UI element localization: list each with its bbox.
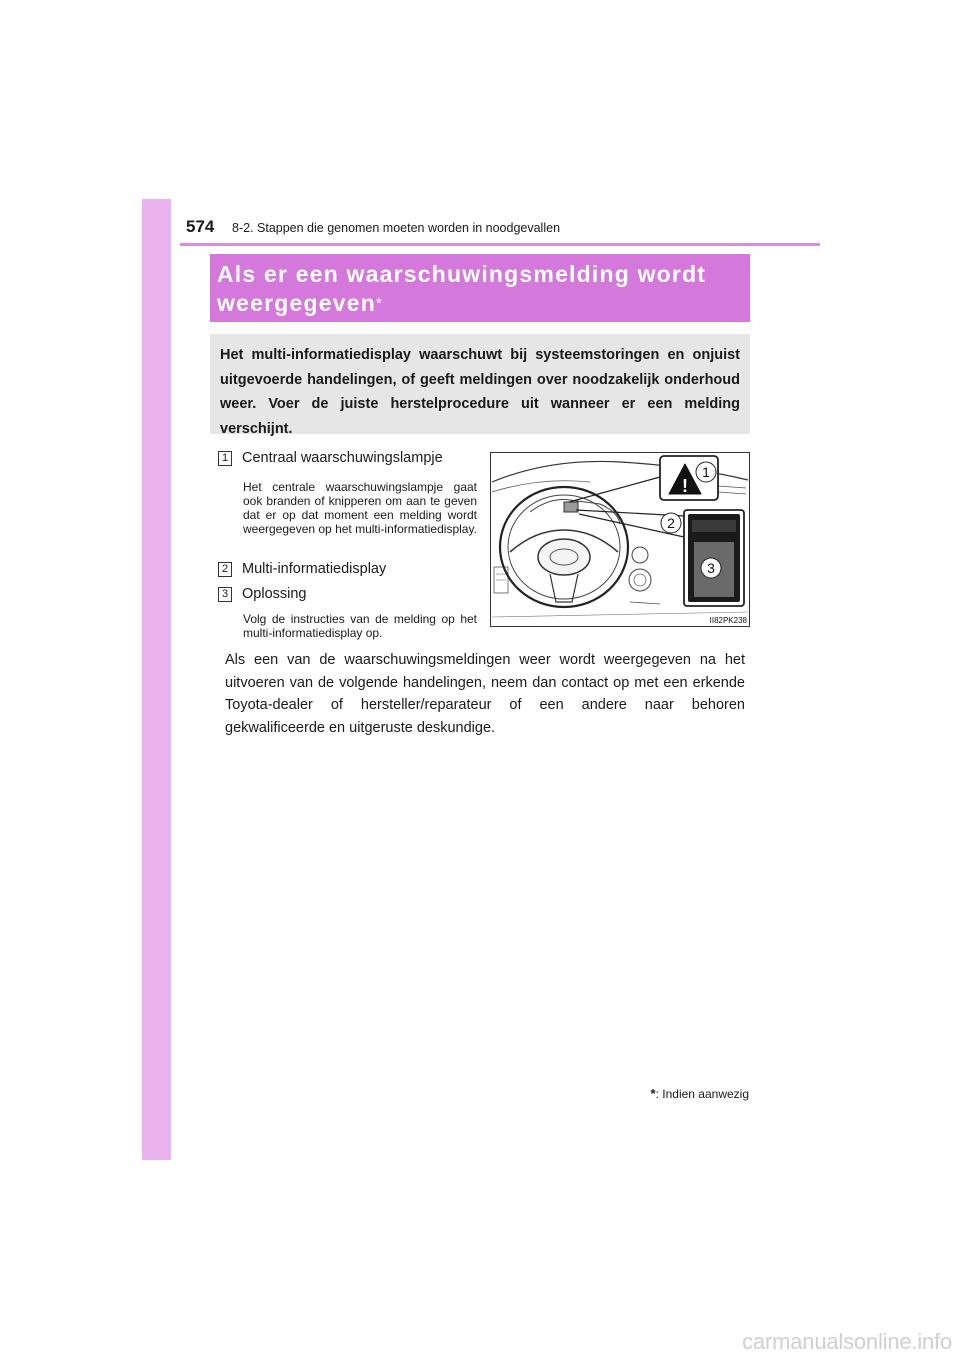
dashboard-illustration (490, 452, 750, 627)
bottom-paragraph: Als een van de waarschuwingsmeldingen weer wordt weergegeven na het uitvoeren van de volgende handelingen, neem dan contact op met een erkende Toyota-dealer of hersteller/reparateur of een andere naar behoren gekwalificeerde en uitgeruste deskundige. (225, 652, 745, 736)
footnote-symbol: * (650, 1086, 656, 1101)
intro-box (210, 334, 750, 437)
section-header: 8-2. Stappen die genomen moeten worden in noodgevallen (232, 221, 561, 235)
item-2-title: Multi-informatiedisplay (242, 561, 387, 577)
item-3-title: Oplossing (242, 586, 307, 602)
title-line-2-text: weergegeven (217, 290, 376, 316)
item-1-title: Centraal waarschuwingslampje (242, 450, 443, 466)
title-line-2 (217, 289, 742, 318)
footnote (651, 1086, 749, 1101)
callout-2: 2 (667, 515, 675, 531)
image-code: II82PK238 (709, 616, 747, 625)
callout-3: 3 (707, 560, 715, 576)
footnote-text: : Indien aanwezig (655, 1087, 749, 1101)
item-3-number: 3 (218, 587, 232, 602)
title-line-1: Als er een waarschuwingsmelding wordt (217, 261, 707, 287)
header-divider (180, 243, 820, 246)
sidebar-tab (142, 199, 171, 1160)
section-title-box (210, 254, 750, 322)
callout-1: 1 (702, 464, 710, 480)
item-1-description: Het centrale waarschuwingslampje gaat ook branden of knipperen om aan te geven dat er op dat moment een melding wordt weergegeven op het multi-informatiedisplay. (243, 480, 477, 536)
item-2-number: 2 (218, 562, 232, 577)
item-3-description: Volg de instructies van de melding op het multi-informatiedisplay op. (243, 612, 477, 640)
intro-text: Het multi-informatiedisplay waarschuwt bij systeemstoringen en onjuist uitgevoerde handelingen, of geeft meldingen over noodzakelijk onderhoud weer. Voer de juiste herstelprocedure uit wanneer er een melding verschijnt. (220, 347, 740, 437)
watermark: carmanualsonline.info (742, 1329, 952, 1354)
warning-exclamation: ! (682, 476, 688, 496)
page-number: 574 (186, 217, 215, 236)
item-1-number: 1 (218, 451, 232, 466)
title-asterisk: * (375, 295, 383, 312)
